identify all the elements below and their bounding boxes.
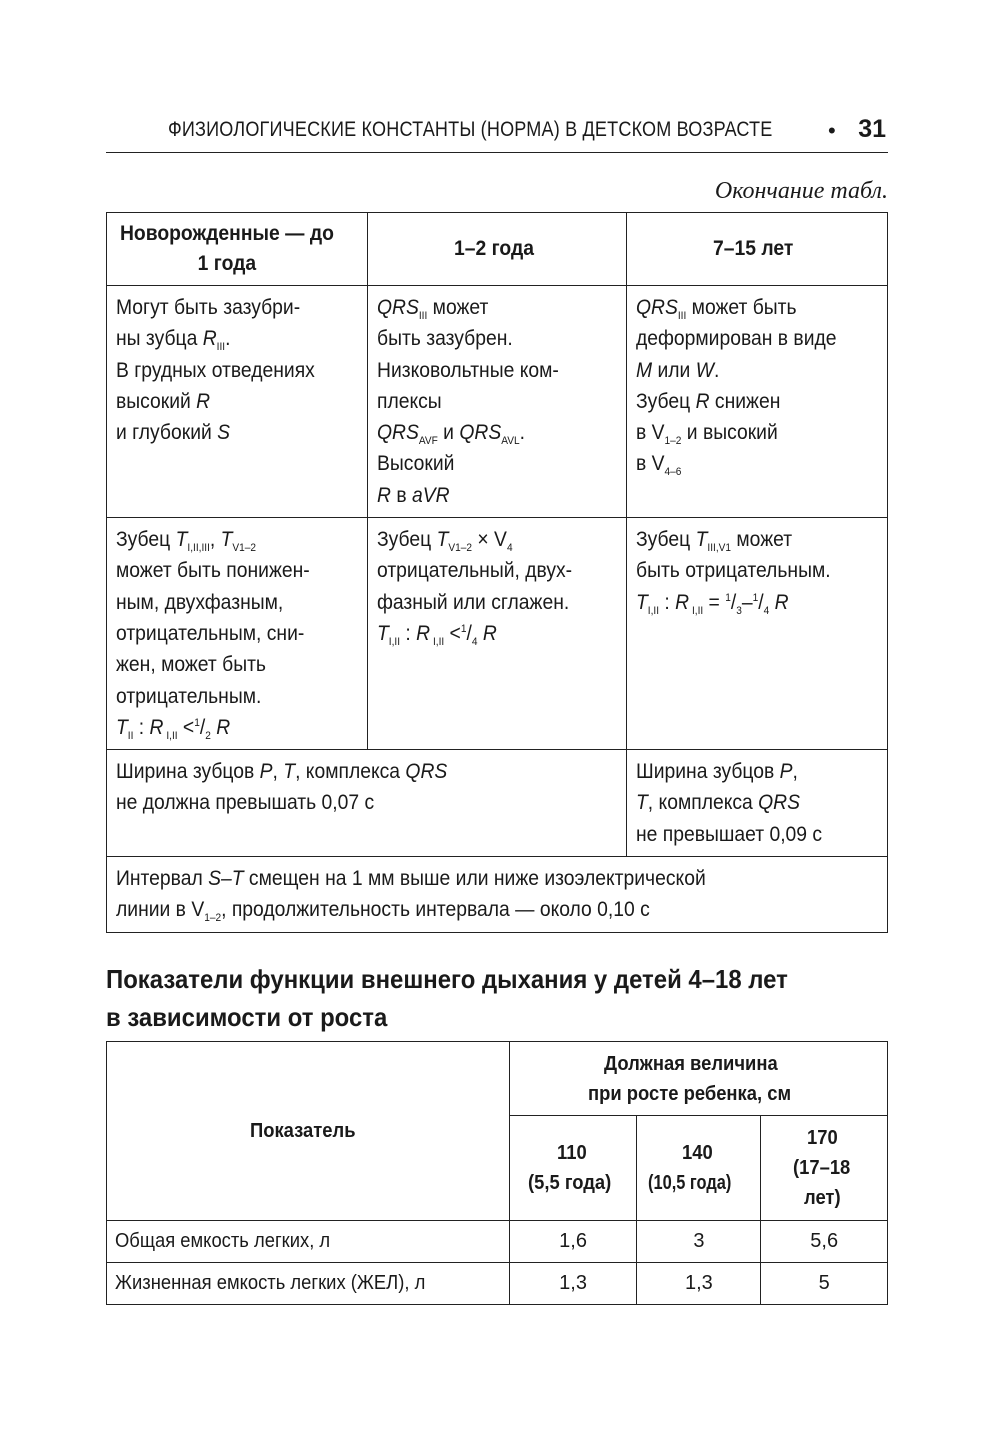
table-row (107, 857, 888, 933)
row-label: Жизненная емкость легких (ЖЕЛ), л (107, 1263, 510, 1305)
header-newborn: Новорожденные — до 1 года (107, 213, 368, 286)
header-7-15-years: 7–15 лет (627, 213, 888, 286)
cell-newborn-qrs: Могут быть зазубри- ны зубца $R_{III}$. В грудных отведениях высокий R и глубокий S (107, 286, 368, 518)
value-140: 1,3 (637, 1263, 761, 1305)
cell-7-15-qrs: $QRS_{III}$ может быть деформирован в виде M или W. Зубец R снижен в $V_{1-2}$ и высокий в $V_{4-6}$ (627, 286, 888, 518)
table-continuation-caption: Окончание табл. (714, 178, 888, 204)
running-head-title: ФИЗИОЛОГИЧЕСКИЕ КОНСТАНТЫ (НОРМА) В ДЕТСКОМ ВОЗРАСТЕ (168, 118, 773, 141)
header-height-170: 170 (17–18 лет) (761, 1116, 888, 1221)
value-170: 5 (761, 1263, 888, 1305)
resp-header-row (107, 1042, 888, 1116)
cell-width-young: Ширина зубцов P, T, комплекса QRS не должна превышать 0,07 с (107, 750, 627, 857)
table-row (107, 1263, 888, 1305)
header-indicator: Показатель (107, 1042, 510, 1221)
section-title: Показатели функции внешнего дыхания у детей 4–18 лет в зависимости от роста (106, 964, 788, 1032)
header-expected-value: Должная величина при росте ребенка, см (509, 1042, 887, 1116)
header-1-2-years: 1–2 года (367, 213, 627, 286)
table-row (107, 750, 888, 857)
cell-7-15-t-wave: Зубец $T_{III,V1}$ может быть отрицательным. $T_{I,II}$ : R $_{I,II} = ^1/_3-^1/_4$ R (627, 518, 888, 750)
row-label: Общая емкость легких, л (107, 1221, 510, 1263)
cell-width-7-15: Ширина зубцов P, T, комплекса QRS не превышает 0,09 с (627, 750, 888, 857)
table-row (107, 518, 888, 750)
ecg-table-header-row (107, 213, 888, 286)
ecg-table (106, 212, 888, 933)
running-head-bullet: • (828, 118, 836, 143)
header-height-110: 110 (5,5 года) (509, 1116, 637, 1221)
running-head (106, 115, 888, 153)
table-row (107, 286, 888, 518)
page-number: 31 (858, 115, 886, 143)
cell-1-2-qrs: $QRS_{III}$ может быть зазубрен. Низковольтные ком- плексы $QRS_{AVF}$ и $QRS_{AVL}$. Высокий R в aVR (367, 286, 627, 518)
value-110: 1,3 (509, 1263, 637, 1305)
cell-newborn-t-wave: Зубец $T_{I,II,III}$, $T_{V1-2}$ может быть понижен- ным, двухфазным, отрицательным, сни- жен, может быть отрицательным. $T_{II}$ : R $_{I,II} <^1/_2$ R (107, 518, 368, 750)
cell-st-interval: Интервал S–T смещен на 1 мм выше или ниже изоэлектрической линии в $V_{1-2}$, продолжительность интервала — около 0,10 с (107, 857, 888, 933)
respiratory-table (106, 1041, 888, 1305)
value-140: 3 (637, 1221, 761, 1263)
value-170: 5,6 (761, 1221, 888, 1263)
value-110: 1,6 (509, 1221, 637, 1263)
header-height-140: 140 (10,5 года) (637, 1116, 761, 1221)
table-row (107, 1221, 888, 1263)
cell-1-2-t-wave: Зубец $T_{V1-2} \times V_4$ отрицательный, двух- фазный или сглажен. $T_{I,II}$ : R $_{I,II} <^1/_4$ R (367, 518, 627, 750)
